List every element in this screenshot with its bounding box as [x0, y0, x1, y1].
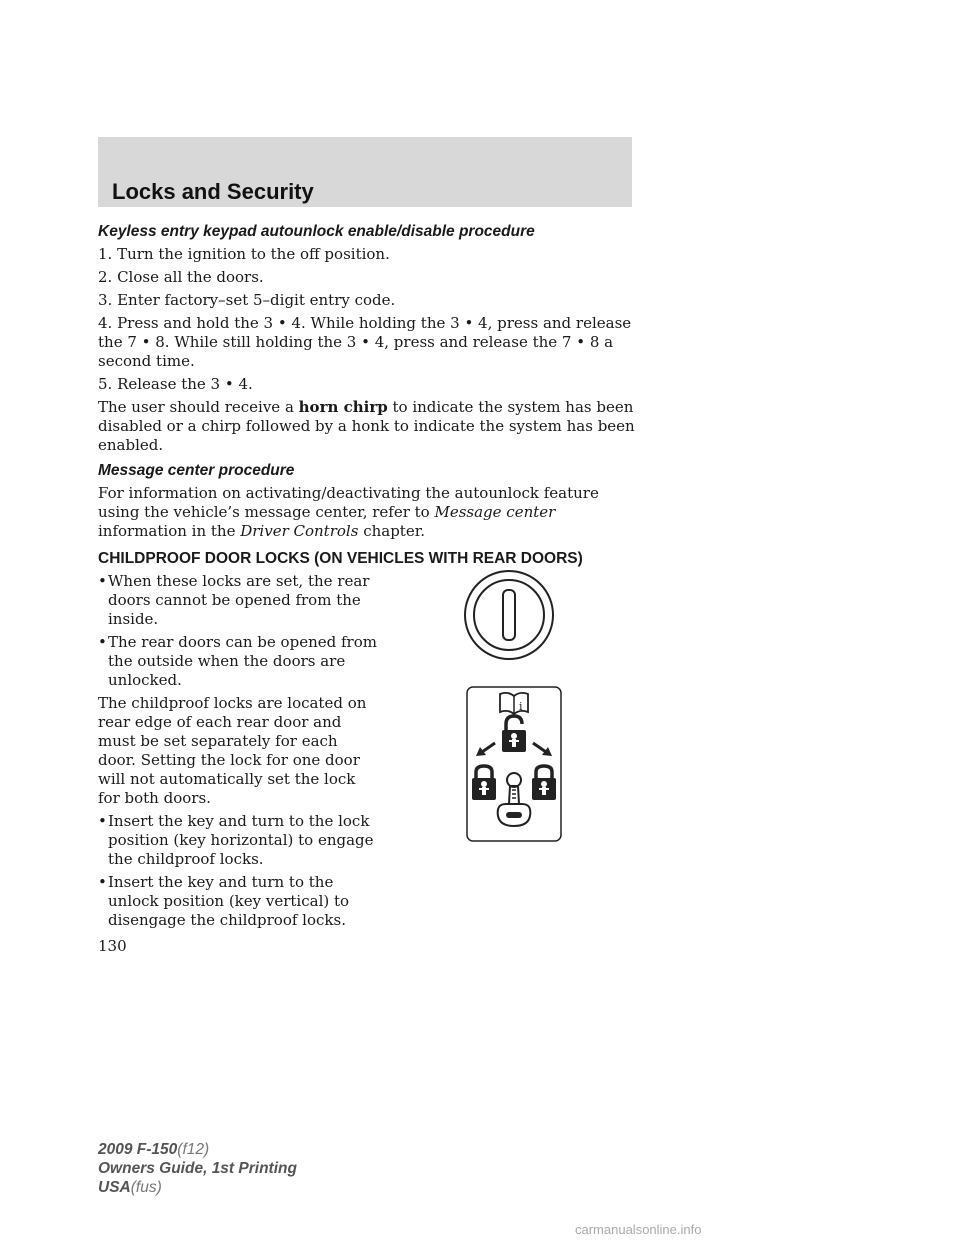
childproof-heading: CHILDPROOF DOOR LOCKS (ON VEHICLES WITH REAR DOORS)	[98, 550, 583, 567]
locked-padlock-right-icon	[532, 766, 556, 800]
horn-chirp-note: The user should receive a horn chirp to indicate the system has been disabled or a chirp followed by a honk to indicate the system has been enabled.	[98, 398, 635, 454]
step-3: 3. Enter factory–set 5–digit entry code.	[98, 291, 396, 309]
section-title: Locks and Security	[112, 179, 314, 204]
autounlock-heading: Keyless entry keypad autounlock enable/disable procedure	[98, 223, 535, 240]
rotate-arrow-right-icon	[533, 743, 552, 756]
childproof-lock-label-icon	[466, 686, 562, 842]
svg-text:i: i	[519, 700, 523, 713]
bullet-item: • Insert the key and turn to the lock position (key horizontal) to engage the childproof locks.	[98, 812, 374, 868]
bullet-symbol: •	[98, 873, 107, 891]
message-center-heading: Message center procedure	[98, 462, 295, 479]
lock-cylinder-icon	[462, 568, 556, 662]
step-2: 2. Close all the doors.	[98, 268, 264, 286]
key-icon	[498, 773, 531, 826]
watermark: carmanualsonline.info	[575, 1222, 702, 1237]
bullet-item: • Insert the key and turn to the unlock position (key vertical) to disengage the childproof locks.	[98, 873, 350, 929]
step-4: 4. Press and hold the 3 • 4. While holding the 3 • 4, press and release the 7 • 8. While still holding the 3 • 4, press and release the 7 • 8 a second time.	[98, 314, 632, 370]
print-footer: 2009 F-150(f12) Owners Guide, 1st Printing USA(fus)	[98, 1141, 297, 1196]
page-number: 130	[98, 937, 127, 955]
childproof-location-text: The childproof locks are located on rear edge of each rear door and must be set separately for each door. Setting the lock for one door will not automatically set the lock for both doors.	[98, 694, 367, 807]
childproof-column	[98, 572, 378, 930]
locked-padlock-left-icon	[472, 766, 496, 800]
driver-controls-ref: Driver Controls	[240, 522, 359, 540]
bullet-symbol: •	[98, 572, 107, 590]
bullet-item: • When these locks are set, the rear doors cannot be opened from the inside.	[98, 572, 370, 628]
horn-chirp-term: horn chirp	[298, 398, 388, 416]
owner-manual-icon	[500, 693, 528, 714]
message-center-ref: Message center	[434, 503, 556, 521]
bullet-symbol: •	[98, 812, 107, 830]
step-5: 5. Release the 3 • 4.	[98, 375, 253, 393]
bullet-item: • The rear doors can be opened from the outside when the doors are unlocked.	[98, 633, 377, 689]
unlocked-padlock-icon	[502, 716, 526, 752]
bullet-symbol: •	[98, 633, 107, 651]
rotate-arrow-left-icon	[476, 743, 495, 756]
message-center-text: For information on activating/deactivating the autounlock feature using the vehicle’s message center, refer to Message center information in the Driver Controls chapter.	[98, 484, 599, 540]
step-1: 1. Turn the ignition to the off position.	[98, 245, 390, 263]
